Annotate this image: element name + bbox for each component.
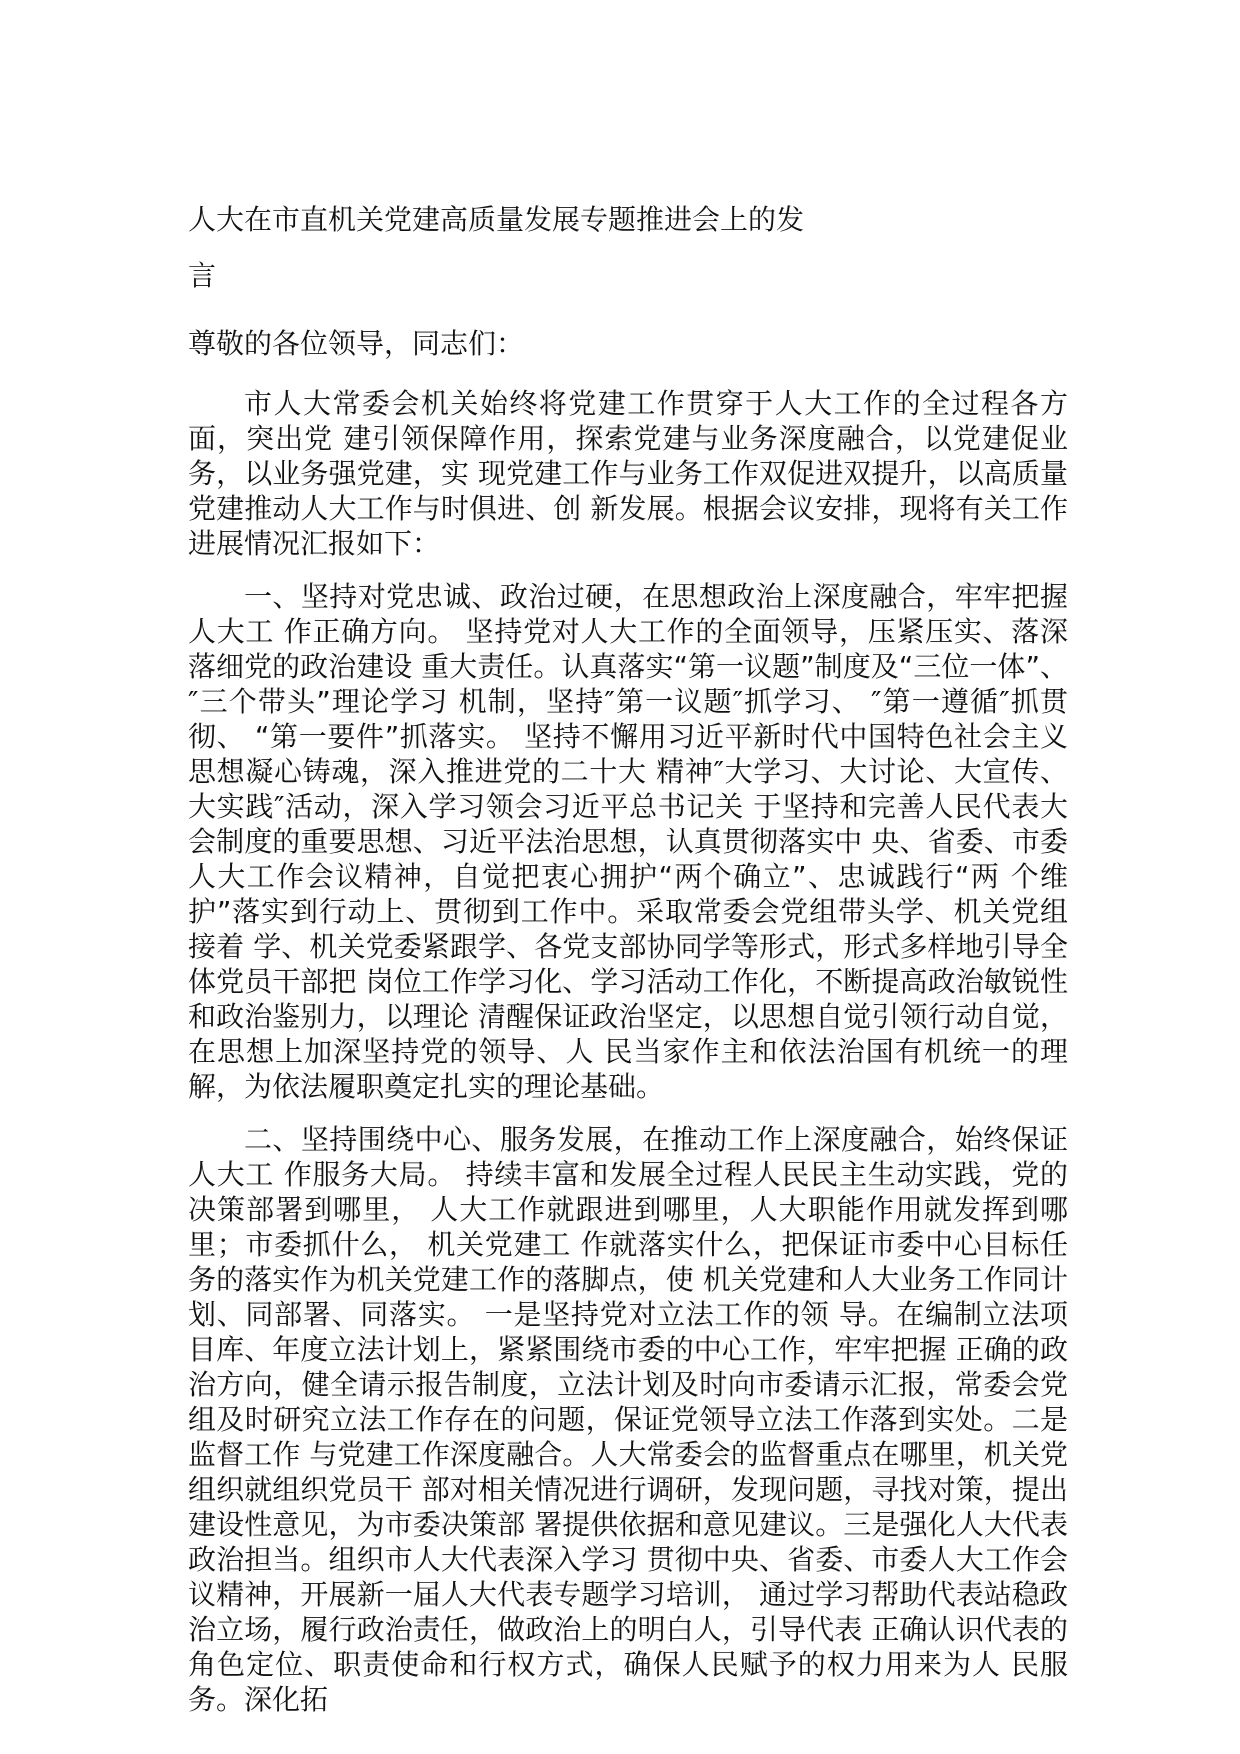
document-title — [188, 198, 1068, 298]
paragraph-section-one: 一、坚持对党忠诚、政治过硬，在思想政治上深度融合，牢牢把握人大工 作正确方向。 坚持党对人大工作的全面领导，压紧压实、落深落细党的政治建设 重大责任。认真落实“第一议题”制度及“三位一体”、″三个带头”理论学习 机制，坚持″第一议题″抓学习、 ″第一遵循″抓贯彻、 “第一要件”抓落实。 坚持不懈用习近平新时代中国特色社会主义思想凝心铸魂，深入推进党的二十大 精神″大学习、大讨论、大宣传、大实践″活动，深入学习领会习近平总书记关 于坚持和完善人民代表大会制度的重要思想、习近平法治思想，认真贯彻落实中 央、省委、市委人大工作会议精神，自觉把衷心拥护“两个确立”、忠诚践行“两 个维护”落实到行动上、贯彻到工作中。采取常委会党组带头学、机关党组接着 学、机关党委紧跟学、各党支部协同学等形式，形式多样地引导全体党员干部把 岗位工作学习化、学习活动工作化，不断提高政治敏锐性和政治鉴别力，以理论 清醒保证政治坚定，以思想自觉引领行动自觉，在思想上加深坚持党的领导、人 民当家作主和依法治国有机统一的理解，为依法履职奠定扎实的理论基础。 — [188, 580, 1068, 1103]
title-line-1: 人大在市直机关党建高质量发展专题推进会上的发 — [188, 203, 805, 236]
paragraph-intro: 市人大常委会机关始终将党建工作贯穿于人大工作的全过程各方面，突出党 建引领保障作用，探索党建与业务深度融合，以党建促业务，以业务强党建，实 现党建工作与业务工作双促进双提升，以高质量党建推动人大工作与时俱进、创 新发展。根据会议安排，现将有关工作进展情况汇报如下： — [188, 387, 1068, 560]
document-content — [188, 198, 1068, 1717]
paragraph-section-two: 二、坚持围绕中心、服务发展，在推动工作上深度融合，始终保证人大工 作服务大局。 持续丰富和发展全过程人民民主生动实践，党的决策部署到哪里， 人大工作就跟进到哪里，人大职能作用就发挥到哪里；市委抓什么， 机关党建工 作就落实什么，把保证市委中心目标任务的落实作为机关党建工作的落脚点，使 机关党建和人大业务工作同计划、同部署、同落实。 一是坚持党对立法工作的领 导。在编制立法项目库、年度立法计划上，紧紧围绕市委的中心工作，牢牢把握 正确的政治方向，健全请示报告制度，立法计划及时向市委请示汇报，常委会党 组及时研究立法工作存在的问题，保证党领导立法工作落到实处。二是监督工作 与党建工作深度融合。人大常委会的监督重点在哪里，机关党组织就组织党员干 部对相关情况进行调研，发现问题，寻找对策，提出建设性意见，为市委决策部 署提供依据和意见建议。三是强化人大代表政治担当。组织市人大代表深入学习 贯彻中央、省委、市委人大工作会议精神，开展新一届人大代表专题学习培训， 通过学习帮助代表站稳政治立场，履行政治责任，做政治上的明白人，引导代表 正确认识代表的角色定位、职责使命和行权方式，确保人民赋予的权力用来为人 民服务。深化拓 — [188, 1123, 1068, 1716]
salutation: 尊敬的各位领导，同志们： — [188, 327, 525, 360]
title-line-2: 言 — [188, 259, 217, 292]
